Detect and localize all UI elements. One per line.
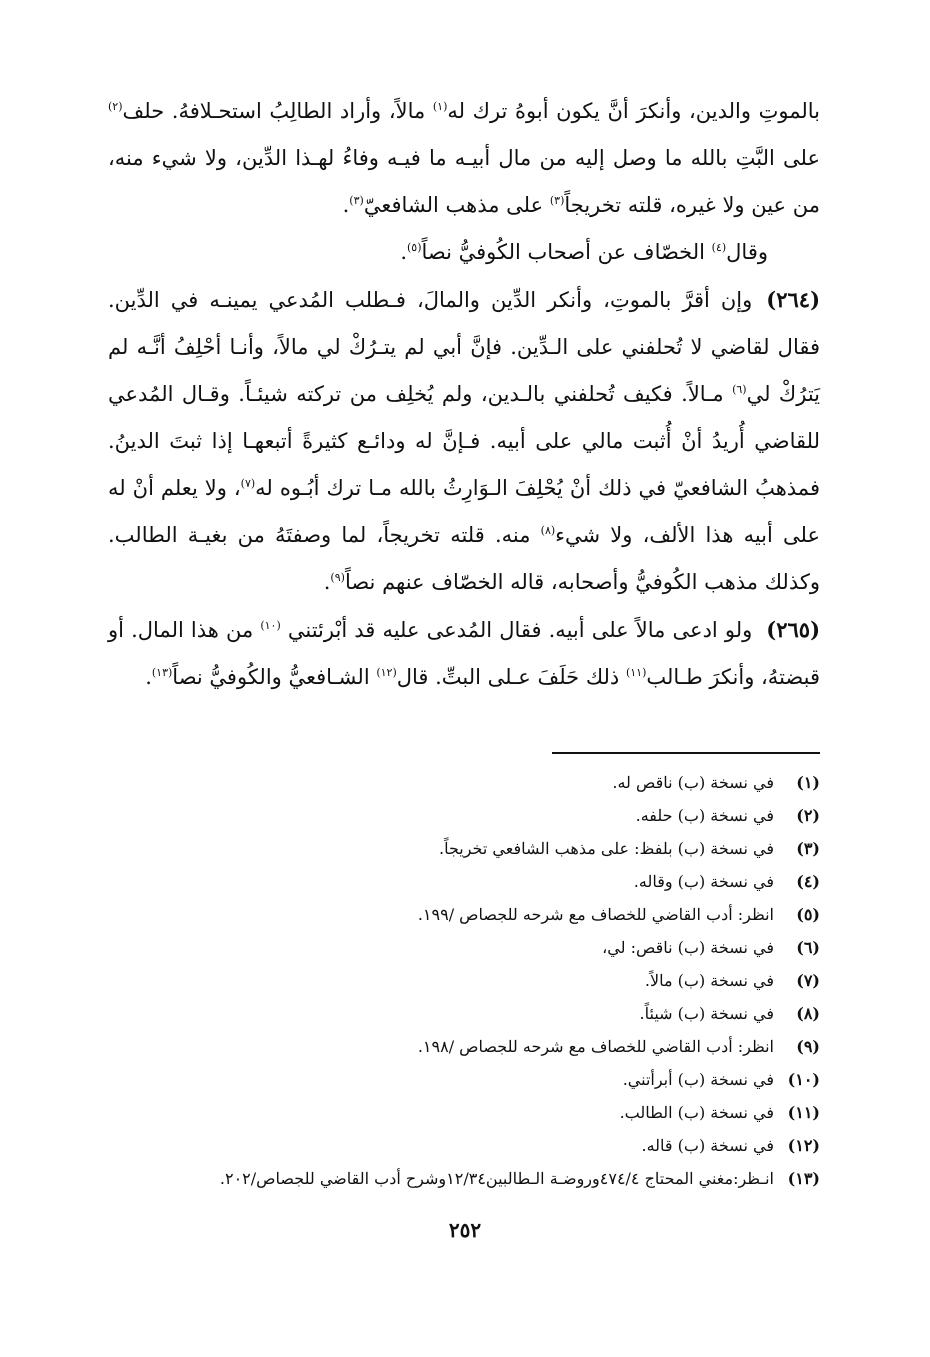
- footnote-number: (٢): [796, 806, 820, 825]
- footnote-item: [108, 766, 820, 799]
- footnote-item: [108, 931, 820, 964]
- text-segment: الخصّاف عن أصحاب الكُوفيُّ نصاً: [421, 240, 712, 264]
- footnote-text: في نسخة (ب) أبرأتني.: [622, 1070, 774, 1089]
- footnote-number: (٤): [796, 872, 820, 891]
- footnote-text: في نسخة (ب) حلفه.: [635, 806, 774, 825]
- footnote-item: [108, 898, 820, 931]
- footnote-number: (٦): [796, 938, 820, 957]
- footnote-item: [108, 799, 820, 832]
- footnote-text: في نسخة (ب) بلفظ: على مذهب الشافعي تخريجاً.: [438, 839, 774, 858]
- text-segment: مالاً، وأراد الطالِبُ استحـلافهُ. حلف: [122, 99, 433, 123]
- footnote-item: [108, 1063, 820, 1096]
- footnote-number: (٩): [796, 1037, 820, 1056]
- text-segment: منه. قلته تخريجاً، لما وصفتَهُ من بغيـة الطالب. وكذلك مذهب الكُوفيُّ وأصحابه، قاله الخصّاف عنهم نصاً: [108, 523, 820, 594]
- main-text: [108, 88, 820, 701]
- footnote-ref[interactable]: (١٢): [376, 666, 397, 679]
- text-segment: .: [145, 665, 152, 689]
- footnote-ref[interactable]: (٦): [732, 383, 747, 396]
- text-segment: ولو ادعى مالاً على أبيه. فقال المُدعى عليه قد أبْرئتني: [280, 618, 753, 642]
- paragraph: [108, 88, 820, 229]
- footnote-ref[interactable]: (١٣): [151, 666, 173, 679]
- paragraph: [108, 276, 820, 606]
- text-segment: .: [400, 240, 407, 264]
- text-segment: من هذا المال. أو قبضتهُ، وأنكرَ طـالب: [108, 618, 820, 689]
- text-segment: وقال: [726, 240, 768, 264]
- section-number: (٢٦٥): [766, 617, 820, 642]
- footnote-ref[interactable]: (١): [432, 100, 448, 113]
- footnote-separator: [552, 752, 820, 754]
- footnote-text: في نسخة (ب) ناقص له.: [612, 773, 774, 792]
- footnote-item: [108, 865, 820, 898]
- text-segment: بالموتِ والدين، وأنكرَ أنَّ يكون أبوهُ ترك له: [447, 99, 820, 123]
- text-segment: على مذهب الشافعيّ: [363, 193, 550, 217]
- footnote-number: (٨): [796, 1004, 820, 1023]
- footnote-number: (٣): [796, 839, 820, 858]
- footnote-text: في نسخة (ب) مالاً.: [644, 971, 774, 990]
- footnote-number: (٧): [796, 971, 820, 990]
- text-segment: .: [342, 193, 350, 217]
- footnote-ref[interactable]: (٨): [540, 524, 556, 537]
- footnote-ref[interactable]: (١٠): [260, 619, 281, 632]
- footnote-number: (١٢): [787, 1136, 820, 1155]
- footnote-ref[interactable]: (٥): [407, 241, 422, 254]
- text-segment: وإن أقرَّ بالموتِ، وأنكر الدِّين والمالَ، فـطلب المُدعي يمينـه في الدِّين. فقال لقاضي لا تُحلفني على الـدِّين. فإنَّ أبي لم يتـرُكْ لي مالاً، وأنـا أحْلِفُ أنَّـه لم يَترُكْ لي: [108, 288, 820, 406]
- footnote-text: في نسخة (ب) ناقص: لي،: [602, 938, 774, 957]
- footnote-number: (١٠): [787, 1070, 820, 1089]
- footnote-item: [108, 1162, 820, 1195]
- footnote-item: [108, 1030, 820, 1063]
- footnote-number: (٥): [796, 905, 820, 924]
- footnote-text: في نسخة (ب) الطالب.: [619, 1103, 774, 1122]
- text-segment: ذلك حَلَفَ عـلى البتِّ. قال: [396, 665, 626, 689]
- text-segment: الشـافعيُّ والكُوفيُّ نصاً: [172, 665, 377, 689]
- footnote-text: انـظر:مغني المحتاج ٤٧٤/٤وروضـة الـطالبين١٢/٣٤وشرح أدب القاضي للجصاص/٢٠٢.: [219, 1169, 774, 1188]
- footnote-text: في نسخة (ب) قاله.: [641, 1136, 774, 1155]
- footnote-item: [108, 964, 820, 997]
- footnote-ref[interactable]: (٤): [711, 241, 727, 254]
- footnote-number: (١١): [787, 1103, 820, 1122]
- text-segment: .: [323, 570, 331, 594]
- footnote-text: في نسخة (ب) شيئاً.: [639, 1004, 774, 1023]
- footnote-ref[interactable]: (٧): [240, 477, 256, 490]
- footnote-number: (١٣): [787, 1169, 820, 1188]
- section-number: (٢٦٤): [766, 287, 820, 312]
- page-number: ٢٥٢: [448, 1218, 482, 1242]
- footnote-text: انظر: أدب القاضي للخصاف مع شرحه للجصاص /١٩٨.: [417, 1037, 774, 1056]
- footnote-ref[interactable]: (٣): [549, 194, 565, 207]
- footnote-item: [108, 997, 820, 1030]
- footnote-ref[interactable]: (١١): [625, 666, 647, 679]
- footnote-text: في نسخة (ب) وقاله.: [633, 872, 774, 891]
- text-segment: مـالاً. فكيف تُحلفني بالـدين، ولم يُخلِف من تركته شيئـاً. وقـال المُدعي للقاضي أُريدُ أنْ أُثبت مالي على أبيه. فـإنَّ له ودائـع كثيرةً أتبعهـا إذا ثبتَ الدينُ. فمذهبُ الشافعيّ في ذلك أنْ يُحْلِفَ الـوَارِثُ بالله مـا ترك أبُـوه له: [108, 382, 820, 500]
- footnote-ref[interactable]: (٣): [349, 194, 364, 207]
- paragraph: [108, 229, 820, 276]
- footnote-ref[interactable]: (٩): [330, 571, 345, 584]
- footnote-item: [108, 1129, 820, 1162]
- footnote-number: (١): [796, 773, 820, 792]
- footnote-text: انظر: أدب القاضي للخصاف مع شرحه للجصاص /١٩٩.: [417, 905, 774, 924]
- text-segment: على البَّتِ بالله ما وصل إليه من مال أبيـه ما فيـه وفاءُ لهـذا الدِّين، ولا شيء منه، من عين ولا غيره، قلته تخريجاً: [108, 146, 820, 217]
- text-segment: ، ولا يعلم أنْ له على أبيه هذا الألف، ولا شيء: [108, 476, 820, 547]
- footnotes-list: [108, 766, 820, 1195]
- paragraph: [108, 606, 820, 701]
- footnote-item: [108, 832, 820, 865]
- footnote-ref[interactable]: (٢): [108, 100, 123, 113]
- footnote-item: [108, 1096, 820, 1129]
